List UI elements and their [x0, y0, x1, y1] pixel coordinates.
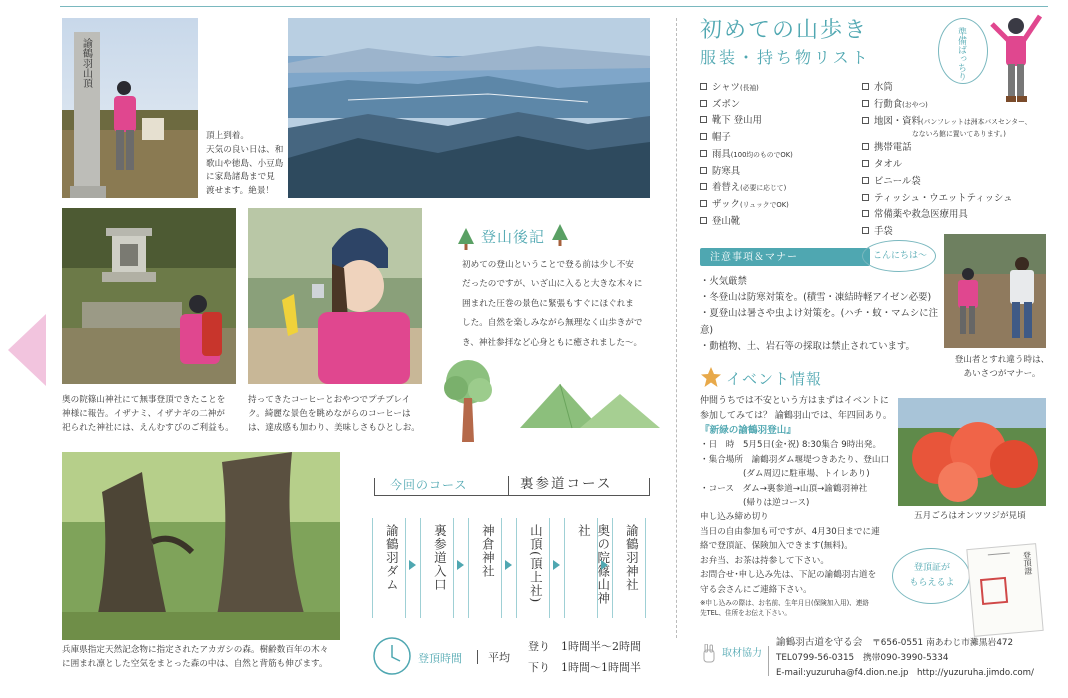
speech-bubble: 準備ばっちり	[938, 18, 988, 84]
event-application: 申し込み締め切り 当日の自由参加も可ですが、4月30日までに連 絡で登頂証、保険加入できます(無料)。 お弁当、お茶は持参して下さい。 お問合せ･申し込み先は、下記の諭鶴羽古道を 守る会さんにご連絡下さい。	[700, 512, 880, 595]
tree-left-icon	[458, 228, 474, 250]
cooperation-label: 取材協力	[722, 648, 762, 659]
forest-caption: 兵庫県指定天然記念物に指定されたアカガシの森。樹齢数百年の木々 に囲まれ凛とした空気をまとった森の中は、自然と背筋も伸びます。	[62, 645, 329, 669]
checkbox	[862, 210, 869, 217]
time-up: 登り 1時間半～2時間	[528, 640, 641, 653]
checklist-item: シャツ(長袖)	[700, 80, 793, 97]
course-label: 今回のコース	[390, 478, 468, 492]
top-rule	[60, 6, 1048, 7]
time-down: 下り 1時間～1時間半	[528, 661, 641, 674]
checklist-item: ズボン	[700, 97, 793, 114]
previous-page-arrow[interactable]	[8, 314, 46, 386]
course-stop: 裏参道入口	[420, 518, 454, 618]
cooperation-tel: TEL0799-56-0315 携帯090-3990-5334	[776, 653, 949, 663]
manners-list: ・火気厳禁 ・冬登山は防寒対策を。(積雪・凍結時軽アイゼン必要) ・夏登山は暑さや虫よけ対策を。(ハチ・蚊・マムシに注意) ・動植物、土、岩石等の採取は禁止されています。	[700, 276, 939, 352]
cooperation-postal: 〒656-0551 南あわじ市灘黒岩472	[872, 638, 1014, 648]
shrine-photo	[62, 208, 236, 384]
checklist-item: 携帯電話	[862, 140, 1031, 157]
course-header	[374, 474, 650, 496]
course-stop: 山頂(頂上社)	[516, 518, 550, 618]
checkbox	[862, 143, 869, 150]
checkbox	[700, 200, 707, 207]
time-divider	[477, 650, 478, 664]
time-label: 登頂時間	[418, 652, 462, 665]
star-icon	[700, 366, 722, 388]
checkbox	[862, 117, 869, 124]
checkbox	[862, 83, 869, 90]
tree-right-icon	[552, 224, 568, 246]
azalea-photo	[898, 398, 1046, 506]
checklist-item: 水筒	[862, 80, 1031, 97]
event-details: ・日 時 5月5日(金･祝) 8:30集合 9時出発。 ・集合場所 諭鶴羽ダム堰堤つきあたり、登山口 (ダム周辺に駐車場、トイレあり) ・コース ダム→裏参道→山頂→諭鶴羽神社 (帰りは逆コース)	[700, 440, 890, 509]
checklist-left	[700, 80, 793, 230]
checklist-item: ビニール袋	[862, 174, 1031, 191]
checklist-item: 地図・資料(パンフレットは洲本バスセンター、	[862, 113, 1031, 128]
checklist-item: 雨具(100均のものでOK)	[700, 147, 793, 164]
checklist-item: 行動食(おやつ)	[862, 97, 1031, 114]
course-name: 裏参道コース	[520, 476, 613, 492]
cooperation-email[interactable]: E-mail:yuzuruha@f4.dion.ne.jp http://yuzuruha.jimdo.com/	[776, 668, 1034, 678]
sea-view-photo	[288, 18, 650, 198]
event-intro: 仲間うちでは不安という方はまずはイベントに 参加してみては？ 諭鶴羽山では、年四回あり。	[700, 396, 892, 421]
greeting-caption: 登山者とすれ違う時は、 あいさつがマナー。	[954, 355, 1050, 379]
coffee-break-photo	[248, 208, 422, 384]
checkbox	[700, 133, 707, 140]
checklist-item-note: なないろ館に置いてあります。)	[912, 130, 1006, 139]
event-heading: イベント情報	[726, 370, 823, 388]
azalea-caption: 五月ごろはオンツツジが見頃	[914, 511, 1026, 521]
afterword-body: 初めての登山ということで登る前は少し不安 だったのですが、いざ山に入ると大きな木々に 囲まれた圧巻の景色に緊張もすぐにほぐれま した。自然を楽しみながら無理なく山歩きがで き、神社参拝など心身ともに癒されました〜。	[462, 260, 643, 348]
checklist-item: 常備薬や救急医療用具	[862, 207, 1031, 224]
checkbox	[862, 227, 869, 234]
checkbox	[700, 150, 707, 157]
checklist-item: 着替え(必要に応じて)	[700, 180, 793, 197]
greeting-photo	[944, 234, 1046, 348]
certificate-title: 登頂證	[1022, 550, 1034, 576]
checklist-item: ティッシュ・ウエットティッシュ	[862, 191, 1031, 208]
checklist-item: 防寒具	[700, 164, 793, 181]
checklist-item: タオル	[862, 157, 1031, 174]
course-stop: 諭鶴羽ダム	[372, 518, 406, 618]
manners-heading-bar	[700, 248, 870, 266]
coffee-caption: 持ってきたコーヒーとおやつでプチブレイ ク。綺麗な景色を眺めながらのコーヒーは は、達成感も加わり、美味しさもひとしお。	[248, 395, 420, 433]
checkbox	[862, 160, 869, 167]
checkbox	[700, 167, 707, 174]
page-title: 初めての山歩き	[700, 18, 869, 43]
checkbox	[862, 194, 869, 201]
course-stop: 奥の院篠山神社	[564, 518, 598, 618]
manners-heading: 注意事項＆マナー	[710, 252, 798, 263]
page-subtitle: 服装・持ち物リスト	[700, 48, 871, 67]
summit-photo	[62, 18, 198, 198]
course-arrow-icon	[505, 560, 512, 570]
checkbox	[862, 100, 869, 107]
greeting-bubble: こんにちは〜	[862, 240, 936, 272]
course-arrow-icon	[409, 560, 416, 570]
tree-illustration	[440, 358, 496, 444]
oak-forest-photo	[62, 452, 340, 640]
checklist-item: 帽子	[700, 130, 793, 147]
checklist-item: 靴下 登山用	[700, 113, 793, 130]
course-stop: 神倉神社	[468, 518, 502, 618]
clock-icon	[372, 636, 412, 676]
course-stop: 諭鶴羽神社	[612, 518, 646, 618]
checklist-item: 登山靴	[700, 214, 793, 231]
hand-icon	[702, 644, 716, 664]
event-note: ※申し込みの際は、お名前、生年月日(保険加入用)、連絡 先TEL、住所をお伝え下さい。	[700, 599, 869, 617]
cooperation-divider	[768, 646, 769, 676]
checkbox	[700, 217, 707, 224]
checkbox	[700, 83, 707, 90]
summit-caption: 頂上到着。 天気の良い日は、和 歌山や徳島、小豆島 に家島諸島まで見 渡せます。絶景！	[206, 131, 284, 196]
stamp-bubble: 登頂証が もらえるよ	[892, 548, 970, 604]
time-average: 平均	[488, 651, 510, 664]
event-name: 『新緑の諭鶴羽登山』	[700, 425, 796, 436]
checklist-item: 手袋	[862, 224, 1031, 241]
checklist-item: ザック(リュックでOK)	[700, 197, 793, 214]
checkbox	[700, 100, 707, 107]
course-arrow-icon	[457, 560, 464, 570]
course-arrow-icon	[553, 560, 560, 570]
checkbox	[700, 183, 707, 190]
afterword-heading: 登山後記	[481, 228, 546, 246]
certificate-photo	[966, 543, 1043, 637]
summit-post-label: 諭鶴羽山頂	[80, 38, 92, 88]
checkbox	[700, 116, 707, 123]
cooperation-org: 諭鶴羽古道を守る会	[776, 637, 863, 648]
course-arrow-icon	[601, 560, 608, 570]
checklist-right	[862, 80, 1031, 241]
certificate-seal	[980, 577, 1008, 605]
page-divider	[676, 18, 677, 638]
checkbox	[862, 177, 869, 184]
mountain-illustration	[520, 380, 660, 432]
shrine-caption: 奥の院篠山神社にて無事登頂できたことを 神様に報告。イザナミ、イザナギの二神が 祀られた神社には、えんむすびのご利益も。	[62, 395, 234, 433]
